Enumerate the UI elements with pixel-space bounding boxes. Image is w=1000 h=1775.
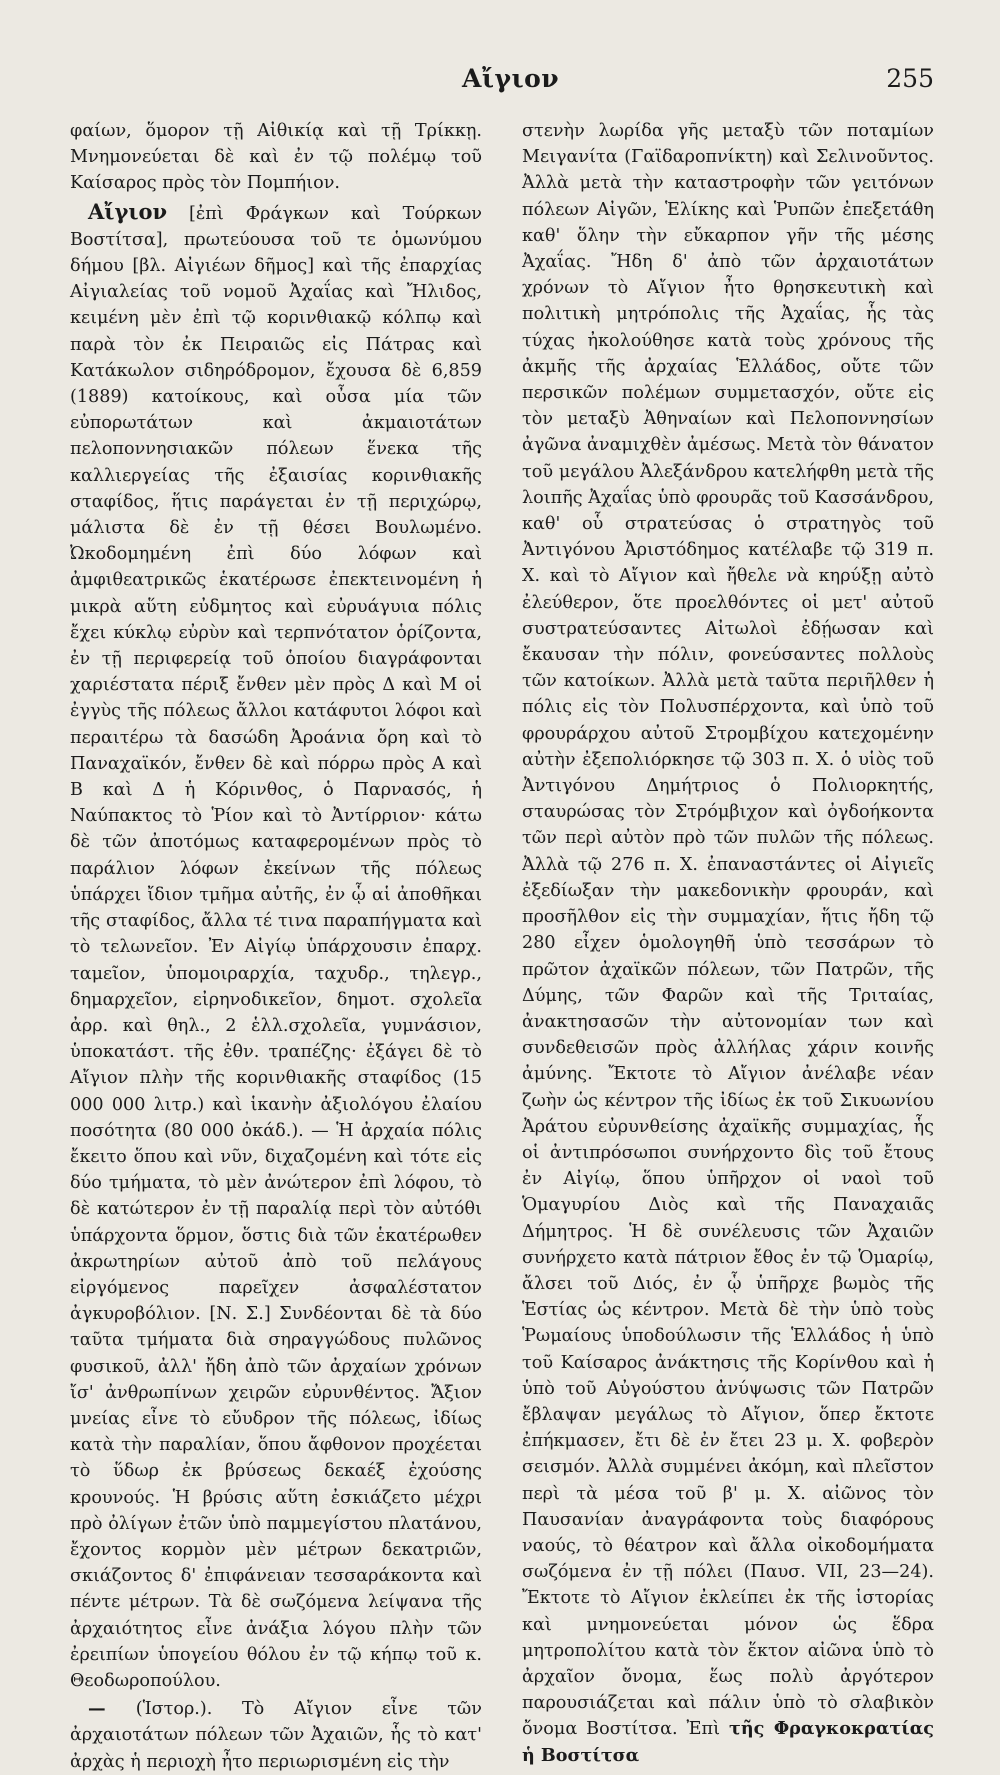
history-paragraph [70,1696,482,1775]
left-paragraph-continuation: φαίων, ὅμορον τῇ Αἰθικίᾳ καὶ τῇ Τρίκκῃ. Μνημονεύεται δὲ καὶ ἐν τῷ πολέμῳ τοῦ Καίσαρος πρὸς τὸν Πομπήιον. [70,121,482,194]
right-bold-phrase: τῆς Φραγκοκρατίας ἡ Βοστίτσα [522,1718,934,1766]
history-body: (Ἱστορ.). Τὸ Αἴγιον εἶνε τῶν ἀρχαιοτάτων πόλεων τῶν Ἀχαιῶν, ἧς τὸ κατ' ἀρχὰς ἡ περιοχὴ ἦτο περιωρισμένη εἰς τὴν [70,1699,482,1772]
entry-body: [ἐπὶ Φράγκων καὶ Τούρκων Βοστίτσα], πρωτεύουσα τοῦ τε ὁμωνύμου δήμου [βλ. Αἰγιέων δῆμος] καὶ τῆς ἐπαρχίας Αἰγιαλείας τοῦ νομοῦ Ἀχαΐας καὶ Ἤλιδος, κειμένη μὲν ἐπὶ τῷ κορινθιακῷ κόλπῳ καὶ παρὰ τὸν ἐκ Πειραιῶς εἰς Πάτρας καὶ Κατάκωλον σιδηρόδρομον, ἔχουσα δὲ 6,859 (1889) κατοίκους, καὶ οὖσα μία τῶν εὐπορωτάτων καὶ ἀκμαιοτάτων πελοποννησιακῶν πόλεων ἕνεκα τῆς καλλιεργείας τῆς ἐξαισίας κορινθιακῆς σταφίδος, ἥτις παράγεται ἐν τῇ περιχώρῳ, μάλιστα δὲ ἐν τῇ θέσει Βουλωμένο. Ὠκοδομημένη ἐπὶ δύο λόφων καὶ ἀμφιθεατρικῶς ἑκατέρωσε ἐπεκτεινομένη ἡ μικρὰ αὕτη εὐδμητος καὶ εὐρυάγυια πόλις ἔχει κύκλῳ εὐρὺν καὶ τερπνότατον ὁρίζοντα, ἐν τῇ περιφερείᾳ τοῦ ὁποίου διαγράφονται χαριέστατα πέριξ ἔνθεν μὲν πρὸς Δ καὶ Μ οἱ ἐγγὺς τῆς πόλεως ἄλλοι κατάφυτοι λόφοι καὶ περαιτέρω τὰ δασώδη Ἀροάνια ὄρη καὶ τὸ Παναχαϊκόν, ἔνθεν δὲ καὶ πόρρω πρὸς Α καὶ Β καὶ Δ ἡ Κόρινθος, ὁ Παρνασός, ἡ Ναύπακτος τὸ Ῥίον καὶ τὸ Ἀντίρριον· κάτω δὲ τῶν ἀποτόμως καταφερομένων πρὸς τὸ παράλιον λόφων ἐκείνων τῆς πόλεως ὑπάρχει ἴδιον τμῆμα αὐτῆς, ἐν ᾧ αἱ ἀποθῆκαι τῆς σταφίδος, ἄλλα τέ τινα παραπήγματα καὶ τὸ τελωνεῖον. Ἐν Αἰγίῳ ὑπάρχουσιν ἐπαρχ. ταμεῖον, ὑπομοιραρχία, ταχυδρ., τηλεγρ., δημαρχεῖον, εἰρηνοδικεῖον, δημοτ. σχολεῖα ἀρρ. καὶ θηλ., 2 ἑλλ.σχολεῖα, γυμνάσιον, ὑποκατάστ. τῆς ἐθν. τραπέζης· ἐξάγει δὲ τὸ Αἴγιον πλὴν τῆς κορινθιακῆς σταφίδος (15 000 000 λιτρ.) καὶ ἱκανὴν ἀξιολόγου ἐλαίου ποσότητα (80 000 ὀκάδ.). — Ἡ ἀρχαία πόλις ἔκειτο ὅπου καὶ νῦν, διχαζομένη καὶ τότε εἰς δύο τμήματα, τὸ μὲν ἀνώτερον ἐπὶ λόφου, τὸ δὲ κατώτερον ἐν τῇ παραλίᾳ περὶ τὸν αὐτόθι ὑπάρχοντα ὅρμον, ὅστις διὰ τῶν ἑκατέρωθεν ἀκρωτηρίων αὐτοῦ ἀπὸ τοῦ πελάγους εἰργόμενος παρεῖχεν ἀσφαλέστατον ἀγκυροβόλιον. [Ν. Σ.] Συνδέονται δὲ τὰ δύο ταῦτα τμήματα διὰ σηραγγώδους πυλῶνος φυσικοῦ, ἀλλ' ἤδη ἀπὸ τῶν ἀρχαίων χρόνων ἴσ' ἀνθρωπίνων χειρῶν εὐρυνθέντος. Ἄξιον μνείας εἶνε τὸ εὔυδρον τῆς πόλεως, ἰδίως κατὰ τὴν παραλίαν, ὅπου ἄφθονον προχέεται τὸ ὕδωρ ἐκ βρύσεως δεκαέξ ἐχούσης κρουνούς. Ἡ βρύσις αὕτη ἐσκιάζετο μέχρι πρὸ ὀλίγων ἐτῶν ὑπὸ παμμεγίστου πλατάνου, ἔχοντος κορμὸν μὲν μέτρων δεκατριῶν, σκιάζοντος δ' ἐπιφάνειαν τεσσαράκοντα καὶ πέντε μέτρων. Τὰ δὲ σωζόμενα λείψανα τῆς ἀρχαιότητος εἶνε ἀνάξια λόγου πλὴν τῶν ἐρειπίων ὑπογείου θόλου ἐν τῷ κήπῳ τοῦ κ. Θεοδωροπούλου. [70,203,482,1691]
history-dash: — [88,1698,136,1720]
left-column [70,118,482,1775]
running-head-title: Αἴγιον [462,64,560,93]
running-head [0,62,1000,102]
entry-headword: Αἴγιον [88,198,168,224]
right-column [522,118,934,1769]
right-paragraph [522,118,934,1769]
right-body: στενὴν λωρίδα γῆς μεταξὺ τῶν ποταμίων Μειγανίτα (Γαϊδαροπνίκτη) καὶ Σελινοῦντος. Ἀλλὰ μετὰ τὴν καταστροφὴν τῶν γειτόνων πόλεων Αἰγῶν, Ἑλίκης καὶ Ῥυπῶν ἐπεξετάθη καθ' ὅλην τὴν εὔκαρπον γῆν τῆς μέσης Ἀχαΐας. Ἤδη δ' ἀπὸ τῶν ἀρχαιοτάτων χρόνων τὸ Αἴγιον ἦτο θρησκευτικὴ καὶ πολιτικὴ μητρόπολις τῆς Ἀχαΐας, ἧς τὰς τύχας ἠκολούθησε κατὰ τοὺς χρόνους τῆς ἀκμῆς τῆς ἀρχαίας Ἑλλάδος, οὔτε τῶν περσικῶν πολέμων συμμετασχόν, οὔτε εἰς τὸν μεταξὺ Ἀθηναίων καὶ Πελοποννησίων ἀγῶνα ἀναμιχθὲν ἀμέσως. Μετὰ τὸν θάνατον τοῦ μεγάλου Ἀλεξάνδρου κατελήφθη μετὰ τῆς λοιπῆς Ἀχαΐας ὑπὸ φρουρᾶς τοῦ Κασσάνδρου, καθ' οὗ στρατεύσας ὁ στρατηγὸς τοῦ Ἀντιγόνου Ἀριστόδημος κατέλαβε τῷ 319 π. Χ. καὶ τὸ Αἴγιον καὶ ἤθελε νὰ κηρύξῃ αὐτὸ ἐλεύθερον, ὅτε προελθόντες οἱ μετ' αὐτοῦ συστρατεύσαντες Αἰτωλοὶ ἐδῄωσαν καὶ ἔκαυσαν τὴν πόλιν, φονεύσαντες πολλοὺς τῶν κατοίκων. Ἀλλὰ μετὰ ταῦτα περιῆλθεν ἡ πόλις εἰς τὸν Πολυσπέρχοντα, καὶ ὑπὸ τοῦ φρουράρχου αὐτοῦ Στρομβίχου κατεχομένην αὐτὴν ἐξεπολιόρκησε τῷ 303 π. Χ. ὁ υἱὸς τοῦ Ἀντιγόνου Δημήτριος ὁ Πολιορκητής, σταυρώσας τὸν Στρόμβιχον καὶ ὀγδοήκοντα τῶν περὶ αὐτὸν πρὸ τῶν πυλῶν τῆς πόλεως. Ἀλλὰ τῷ 276 π. Χ. ἐπαναστάντες οἱ Αἰγιεῖς ἐξεδίωξαν τὴν μακεδονικὴν φρουράν, καὶ προσῆλθον εἰς τὴν συμμαχίαν, ἥτις ἤδη τῷ 280 εἶχεν ὁμολογηθῆ ὑπὸ τεσσάρων τὸ πρῶτον ἀχαϊκῶν πόλεων, τῶν Πατρῶν, τῆς Δύμης, τῶν Φαρῶν καὶ τῆς Τριταίας, ἀνακτησασῶν τὴν αὐτονομίαν των καὶ συνδεθεισῶν πρὸς ἀλλήλας χάριν κοινῆς ἀμύνης. Ἔκτοτε τὸ Αἴγιον ἀνέλαβε νέαν ζωὴν ὡς κέντρον τῆς ἰδίως ἐκ τοῦ Σικυωνίου Ἀράτου εὐρυνθείσης ἀχαϊκῆς συμμαχίας, ἧς οἱ ἀντιπρόσωποι συνήρχοντο δὶς τοῦ ἔτους ἐν Αἰγίῳ, ὅπου ὑπῆρχον οἱ ναοὶ τοῦ Ὁμαγυρίου Διὸς καὶ τῆς Παναχαιᾶς Δήμητρος. Ἡ δὲ συνέλευσις τῶν Ἀχαιῶν συνήρχετο κατὰ πάτριον ἔθος ἐν τῷ Ὁμαρίῳ, ἄλσει τοῦ Διός, ἐν ᾧ ὑπῆρχε βωμὸς τῆς Ἑστίας ὡς κέντρον. Μετὰ δὲ τὴν ὑπὸ τοὺς Ῥωμαίους ὑποδούλωσιν τῆς Ἑλλάδος ἡ ὑπὸ τοῦ Καίσαρος ἀνάκτησις τῆς Κορίνθου καὶ ἡ ὑπὸ τοῦ Αὐγούστου ἀνύψωσις τῶν Πατρῶν ἔβλαψαν μεγάλως τὸ Αἴγιον, ὅπερ ἔκτοτε ἐπήκμασεν, ἔτι δὲ ἐν ἔτει 23 μ. Χ. φοβερὸν σεισμόν. Ἀλλὰ συμμένει ἀκόμη, καὶ πλεῖστον περὶ τὰ μέσα τοῦ β' μ. Χ. αἰῶνος τὸν Παυσανίαν ἀναγράφοντα τοὺς διαφόρους ναούς, τὸ θέατρον καὶ ἄλλα οἰκοδομήματα σωζόμενα ἐν τῇ πόλει (Παυσ. VII, 23—24). Ἔκτοτε τὸ Αἴγιον ἐκλείπει ἐκ τῆς ἱστορίας καὶ μνημονεύεται μόνον ὡς ἕδρα μητροπολίτου κατὰ τὸν ἕκτον αἰῶνα ὑπὸ τὸ ἀρχαῖον ὄνομα, ἕως πολὺ ἀργότερον παρουσιάζεται καὶ πάλιν ὑπὸ τὸ σλαβικὸν ὄνομα Βοστίτσα. Ἐπὶ [522,121,934,1740]
page-number: 255 [886,64,934,93]
entry-paragraph [70,199,482,1695]
